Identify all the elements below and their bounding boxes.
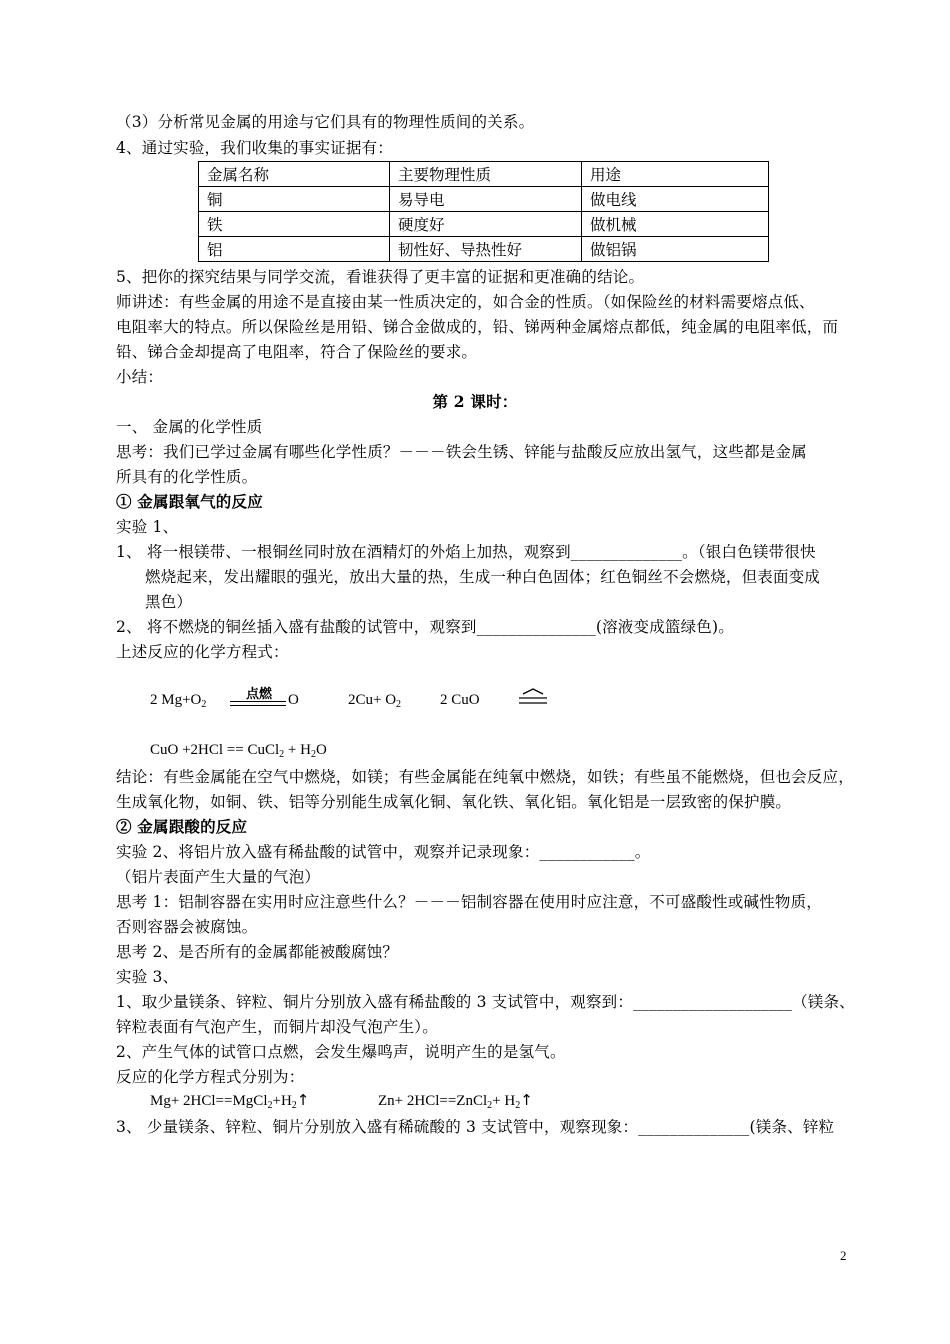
subsection-heading: ① 金属跟氧气的反应 xyxy=(116,492,263,511)
text-line: 生成氧化物，如铜、铁、铝等分别能生成氧化铜、氧化铁、氧化铝。氧化铝是一层致密的保护膜。 xyxy=(116,793,792,811)
text-line: 锌粒表面有气泡产生，而铜片却没气泡产生）。 xyxy=(116,1018,438,1036)
text-line: 电阻率大的特点。所以保险丝是用铅、锑合金做成的，铅、锑两种金属熔点都低，纯金属的电阻率低，而 xyxy=(116,318,839,336)
equation-cuo-hcl: CuO +2HCl == CuCl$_2$ + $H_2O$ xyxy=(150,742,327,760)
text-line: 1、取少量镁条、锌粒、铜片分别放入盛有稀盐酸的 3 支试管中，观察到：____________________（镁条、 xyxy=(116,993,855,1011)
text-line: 否则容器会被腐蚀。 xyxy=(116,918,258,936)
equation-mg-product: O xyxy=(288,692,299,708)
text-line: 黑色） xyxy=(145,593,193,611)
text-line: 上述反应的化学方程式： xyxy=(116,643,289,661)
text-line: 2、 将不燃烧的铜丝插入盛有盐酸的试管中，观察到_______________(溶液变成篮绿色)。 xyxy=(116,618,734,636)
page-number: 2 xyxy=(840,1248,847,1263)
equals-line-bottom xyxy=(230,705,286,706)
table-header-cell: 金属名称 xyxy=(199,162,390,187)
equation-cu-oxygen: $2Cu+ O_2$ xyxy=(348,692,402,710)
table-header-cell: 用途 xyxy=(582,162,769,187)
lesson-heading: 第 2 课时： xyxy=(432,392,518,411)
text-line: 师讲述：有些金属的用途不是直接由某一性质决定的，如合金的性质。（如保险丝的材料需要熔点低、 xyxy=(116,293,815,311)
equation-zn-hcl: Zn+ 2HCl==ZnCl$_2$+ $H_2↑$ xyxy=(378,1091,533,1111)
subsection-heading: ② 金属跟酸的反应 xyxy=(116,817,248,836)
heating-symbol xyxy=(516,686,550,708)
equals-line-top xyxy=(230,701,286,702)
text-line: 燃烧起来，发出耀眼的强光，放出大量的热，生成一种白色固体；红色铜丝不会燃烧，但表面变成 xyxy=(145,568,821,586)
table-cell: 易导电 xyxy=(390,187,582,212)
text-line: 思考：我们已学过金属有哪些化学性质？－－－铁会生锈、锌能与盐酸反应放出氢气，这些都是金属 xyxy=(116,443,807,461)
text-line: 结论：有些金属能在空气中燃烧，如镁；有些金属能在纯氧中燃烧，如铁；有些虽不能燃烧，但也会反应， xyxy=(116,768,854,786)
text-line: （铝片表面产生大量的气泡） xyxy=(116,868,321,886)
table-cell: 铁 xyxy=(199,212,390,237)
text-line: 思考 2、是否所有的金属都能被酸腐蚀？ xyxy=(116,943,399,961)
text-line: 2、产生气体的试管口点燃，会发生爆鸣声，说明产生的是氢气。 xyxy=(116,1043,566,1061)
table-cell: 铜 xyxy=(199,187,390,212)
text-line: 3、 少量镁条、锌粒、铜片分别放入盛有稀硫酸的 3 支试管中，观察现象：______________(镁条、锌粒 xyxy=(116,1118,835,1136)
text-line: 实验 1、 xyxy=(116,518,179,536)
table-cell: 韧性好、导热性好 xyxy=(390,237,582,262)
text-line: 实验 2、将铝片放入盛有稀盐酸的试管中，观察并记录现象：____________。 xyxy=(116,843,651,861)
table-header-cell: 主要物理性质 xyxy=(390,162,582,187)
table-cell: 做电线 xyxy=(582,187,769,212)
table-row xyxy=(199,237,769,262)
table-cell: 做铝锅 xyxy=(582,237,769,262)
text-line: 思考 1：铝制容器在实用时应注意些什么？－－－铝制容器在使用时应注意，不可盛酸性或碱性物质， xyxy=(116,893,822,911)
table-cell: 做机械 xyxy=(582,212,769,237)
table-cell: 铝 xyxy=(199,237,390,262)
reaction-condition: 点燃 xyxy=(245,687,272,702)
section-heading: 一、 金属的化学性质 xyxy=(116,418,263,436)
text-line: （3）分析常见金属的用途与它们具有的物理性质间的关系。 xyxy=(116,113,535,131)
table-row xyxy=(199,212,769,237)
text-line: 4、通过实验，我们收集的事实证据有： xyxy=(116,139,393,157)
text-line: 反应的化学方程式分别为： xyxy=(116,1068,305,1086)
text-line: 所具有的化学性质。 xyxy=(116,468,258,486)
text-line: 实验 3、 xyxy=(116,968,179,986)
text-line: 铅、锑合金却提高了电阻率，符合了保险丝的要求。 xyxy=(116,343,478,361)
equation-mg-oxygen: 2 $Mg+O_2$ xyxy=(150,692,207,710)
text-line: 1、 将一根镁带、一根铜丝同时放在酒精灯的外焰上加热，观察到______________。（银白色镁带很快 xyxy=(116,543,816,561)
text-line: 5、把你的探究结果与同学交流，看谁获得了更丰富的证据和更准确的结论。 xyxy=(116,268,645,286)
equation-cu-product: 2 CuO xyxy=(440,692,480,708)
table-row xyxy=(199,187,769,212)
table-cell: 硬度好 xyxy=(390,212,582,237)
equation-mg-hcl: $Mg+ 2HCl==MgCl_2+H_2↑$ xyxy=(150,1091,310,1111)
table-header-row xyxy=(199,162,769,187)
text-line: 小结： xyxy=(116,368,164,386)
metal-properties-table xyxy=(198,161,769,262)
